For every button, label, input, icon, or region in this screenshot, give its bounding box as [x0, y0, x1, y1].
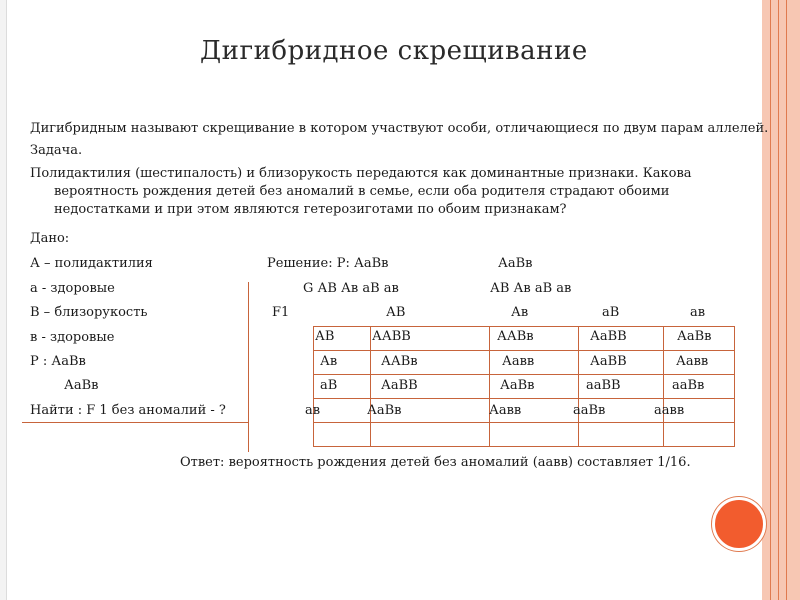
header-gamete: ав	[690, 305, 706, 320]
row-gamete: Ав	[320, 354, 338, 369]
row-gamete: АВ	[315, 329, 335, 344]
genotype-cell: АаВВ	[590, 354, 627, 369]
header-gamete: Ав	[511, 305, 529, 320]
slide-title: Дигибридное скрещивание	[200, 36, 588, 66]
left-border	[0, 0, 7, 600]
decorative-line	[786, 0, 787, 600]
genotype-cell: АаВВ	[590, 329, 627, 344]
genotype-cell: ааВв	[573, 403, 606, 418]
given-find: Найти : F 1 без аномалий - ?	[30, 403, 226, 418]
given-line: АаВв	[64, 378, 99, 393]
solution-parent-2: АаВв	[498, 256, 533, 271]
decorative-line	[770, 0, 771, 600]
definition-text: Дигибридным называют скрещивание в котором участвуют особи, отличающиеся по двум парам аллелей.	[30, 121, 769, 136]
decorative-circle-icon	[712, 497, 766, 551]
task-label: Задача.	[30, 143, 83, 158]
decorative-line	[778, 0, 779, 600]
solution-gametes-1: G АВ Ав аВ ав	[303, 281, 399, 296]
solution-parents: Решение: Р: АаВв	[267, 256, 389, 271]
given-line: в - здоровые	[30, 330, 115, 345]
solution-gametes-2: АВ Ав аВ ав	[490, 281, 572, 296]
task-text-body: Полидактилия (шестипалость) и близорукость передаются как доминантные признаки. Какова вероятность рождения детей без аномалий в семье, если оба родителя страдают обоими недостатками и при этом являются гетерозиготами по обоим признакам?	[30, 166, 692, 217]
genotype-cell: ААВв	[497, 329, 534, 344]
given-label: Дано:	[30, 231, 70, 246]
genotype-cell: Аавв	[489, 403, 522, 418]
header-gamete: АВ	[386, 305, 406, 320]
genotype-cell: АаВв	[367, 403, 402, 418]
genotype-cell: АаВв	[500, 378, 535, 393]
given-divider-vertical	[248, 282, 249, 452]
genotype-cell: ааВв	[672, 378, 705, 393]
row-gamete: ав	[305, 403, 321, 418]
genotype-cell: Аавв	[502, 354, 535, 369]
given-line: В – близорукость	[30, 305, 148, 320]
row-gamete: аВ	[320, 378, 338, 393]
decorative-stripe	[762, 0, 800, 600]
genotype-cell: ААВВ	[372, 329, 411, 344]
task-text	[30, 165, 745, 219]
given-divider-horizontal	[22, 422, 248, 423]
given-line: а - здоровые	[30, 281, 115, 296]
genotype-cell: АаВв	[677, 329, 712, 344]
answer-text: Ответ: вероятность рождения детей без аномалий (аавв) составляет 1/16.	[180, 455, 691, 470]
genotype-cell: ааВВ	[586, 378, 621, 393]
genotype-cell: аавв	[654, 403, 685, 418]
genotype-cell: АаВВ	[381, 378, 418, 393]
genotype-cell: Аавв	[676, 354, 709, 369]
given-line: А – полидактилия	[30, 256, 153, 271]
header-gamete: аВ	[602, 305, 620, 320]
given-line: Р : АаВв	[30, 354, 86, 369]
genotype-cell: ААВв	[381, 354, 418, 369]
f1-label: F1	[272, 305, 290, 320]
